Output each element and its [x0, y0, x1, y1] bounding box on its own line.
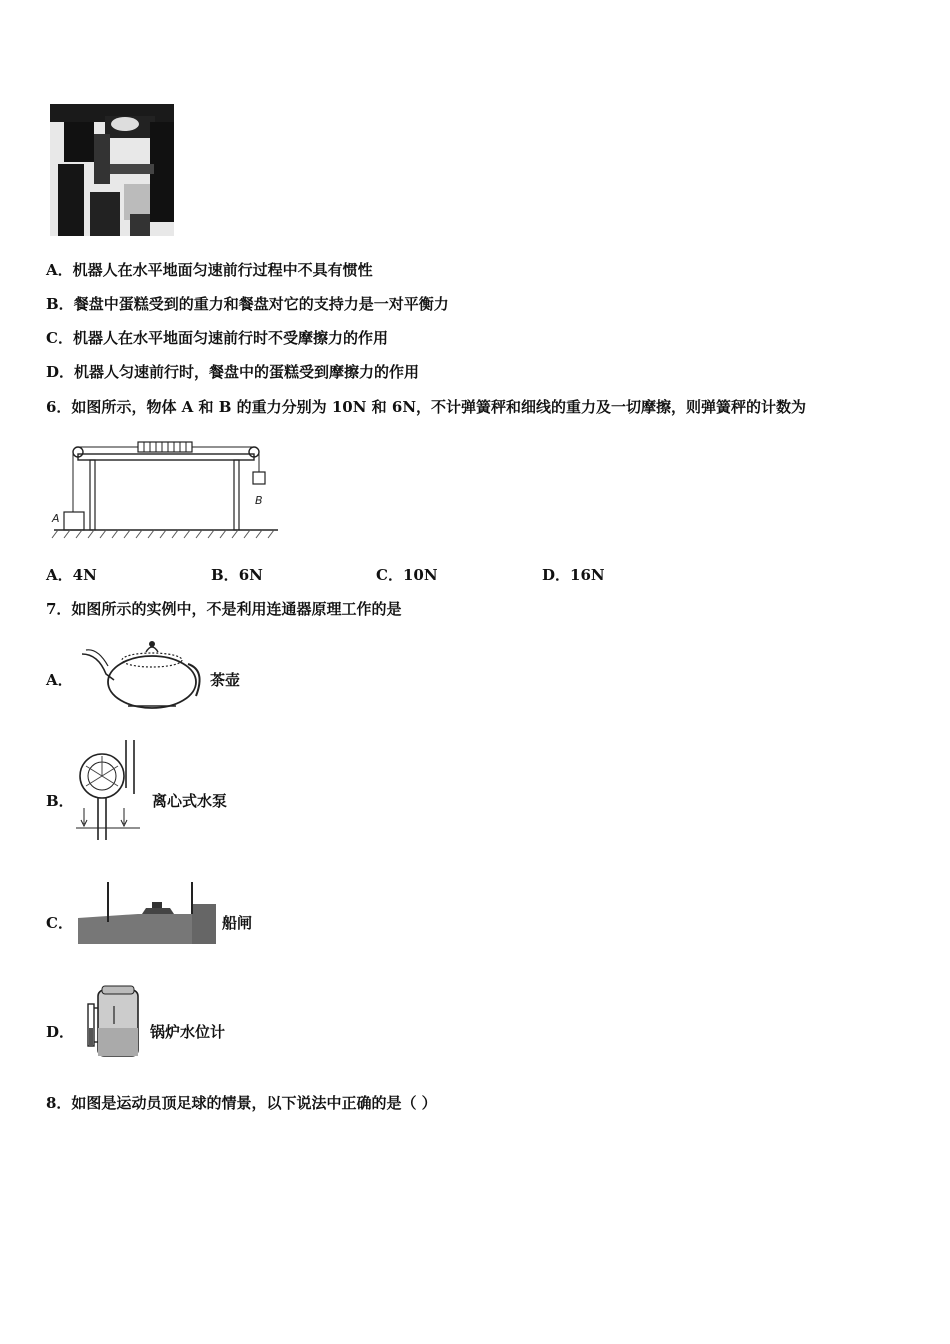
q6-option-c: C．10N [376, 566, 438, 584]
q5-option-a: A．机器人在水平地面匀速前行过程中不具有惯性 [46, 261, 373, 279]
boiler-gauge-illustration [84, 984, 144, 1060]
q5-option-b: B．餐盘中蛋糕受到的重力和餐盘对它的支持力是一对平衡力 [46, 295, 449, 313]
q5-option-d: D．机器人匀速前行时，餐盘中的蛋糕受到摩擦力的作用 [46, 363, 420, 381]
q5-option-c: C．机器人在水平地面匀速前行时不受摩擦力的作用 [46, 329, 388, 347]
q6-label-b: B [255, 494, 263, 507]
teapot-illustration [80, 630, 206, 714]
centrifugal-pump-illustration [76, 740, 142, 840]
q7-option-c-caption: 船闸 [222, 914, 253, 932]
q6-option-d: D．16N [542, 566, 605, 584]
q6-option-a: A．4N [46, 566, 97, 584]
q8-stem: 8．如图是运动员顶足球的情景，以下说法中正确的是（ ） [46, 1094, 437, 1112]
q7-option-c-label: C． [46, 914, 73, 932]
q6-table-pulley-diagram [50, 440, 282, 552]
q7-option-a-label: A． [46, 671, 73, 689]
q7-option-a-caption: 茶壶 [210, 671, 241, 689]
q6-label-a: A [52, 512, 60, 525]
q6-option-b: B．6N [211, 566, 263, 584]
q7-option-b-label: B． [46, 792, 74, 810]
q7-stem: 7．如图所示的实例中，不是利用连通器原理工作的是 [46, 600, 402, 618]
q7-option-b-caption: 离心式水泵 [152, 792, 228, 810]
q6-stem: 6．如图所示，物体 A 和 B 的重力分别为 10N 和 6N，不计弹簧秤和细线的重力及一切摩擦，则弹簧秤的计数为 [46, 398, 807, 416]
robot-waiter-photo [50, 104, 174, 236]
q7-option-d-label: D． [46, 1023, 75, 1041]
ship-lock-illustration [78, 878, 216, 944]
q7-option-d-caption: 锅炉水位计 [150, 1023, 226, 1041]
